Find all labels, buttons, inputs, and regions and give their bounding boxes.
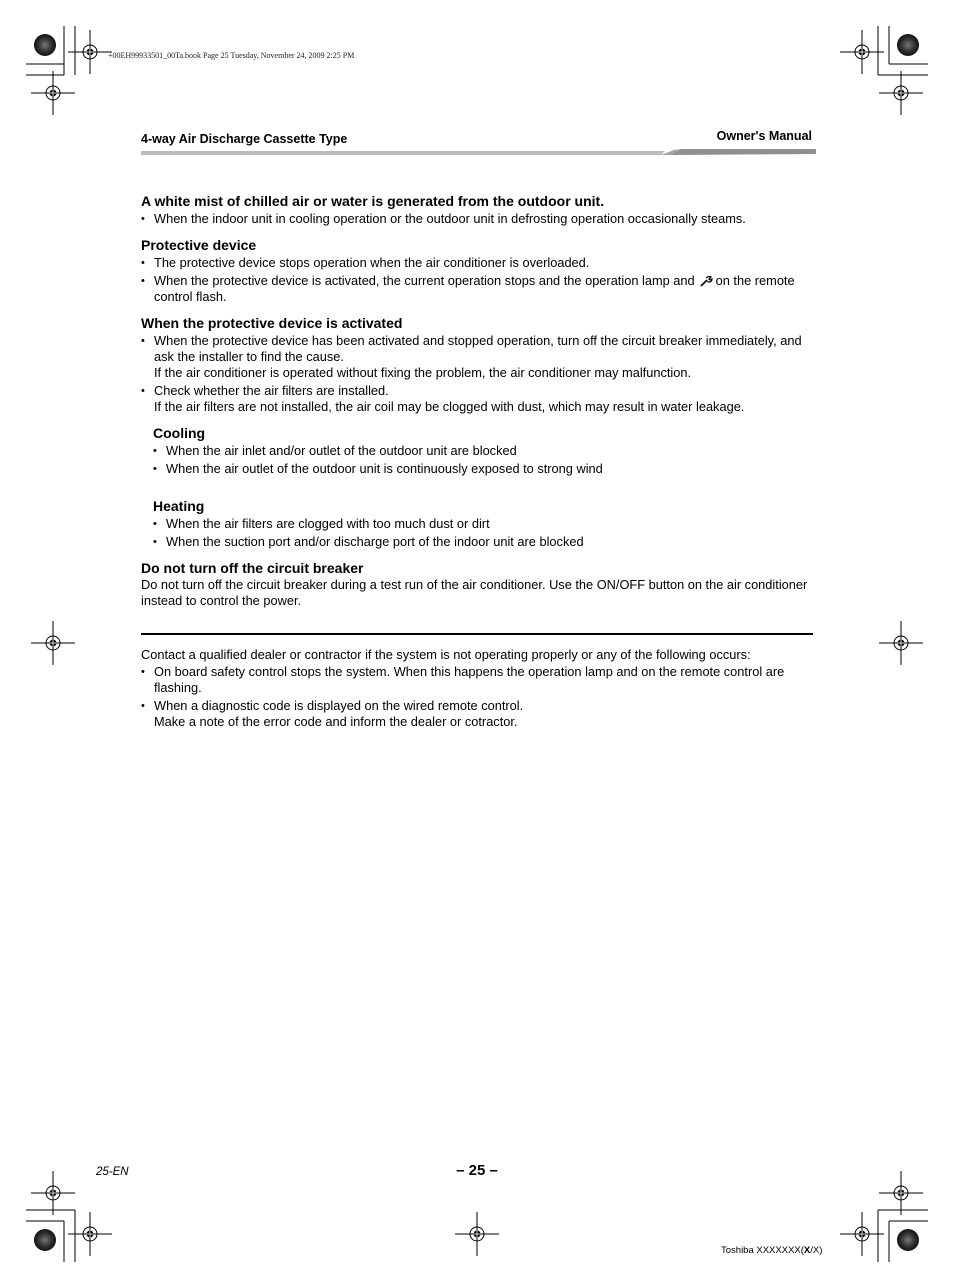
subsection-title-heating: Heating: [153, 498, 205, 514]
list-item: [141, 383, 813, 415]
list-item-text: • When the protective device has been activated and stopped operation, turn off the circuit breaker immediately, and ask the installer to find the cause.: [154, 333, 802, 364]
header-divider-bar: [141, 149, 816, 157]
model-bold: X: [803, 1245, 811, 1256]
model-prefix: Toshiba XXXXXXX(: [721, 1245, 804, 1256]
page-content: [141, 192, 813, 732]
print-info: +00EH99933501_00Ta.book Page 25 Tuesday, November 24, 2009 2:25 PM: [108, 51, 355, 60]
list-item-text: on the remote control flash.: [154, 273, 795, 304]
contact-list: [141, 664, 813, 730]
protective-list: [141, 255, 813, 305]
list-item: • When the air inlet and/or outlet of the outdoor unit are blocked: [153, 443, 813, 459]
mist-list: [141, 211, 813, 227]
list-item-text: Make a note of the error code and inform the dealer or cotractor.: [154, 714, 518, 729]
list-item: • The protective device stops operation when the air conditioner is overloaded.: [141, 255, 813, 271]
section-title-when-activated: When the protective device is activated: [141, 315, 403, 331]
cooling-list: [153, 443, 813, 477]
circuit-breaker-text: Do not turn off the circuit breaker during a test run of the air conditioner. Use the ON/OFF button on the air conditioner instead to control the power.: [141, 577, 808, 608]
list-item: [141, 698, 813, 730]
list-item-text: • Check whether the air filters are installed.: [154, 383, 389, 398]
section-title-circuit-breaker: Do not turn off the circuit breaker: [141, 560, 364, 576]
section-divider: [141, 633, 813, 635]
list-item: [141, 273, 813, 305]
list-item: • When the air filters are clogged with too much dust or dirt: [153, 516, 813, 532]
list-item-text: • When a diagnostic code is displayed on the wired remote control.: [154, 698, 524, 713]
wrench-icon: [699, 275, 713, 288]
list-item-text: If the air filters are not installed, the air coil may be clogged with dust, which may result in water leakage.: [154, 399, 745, 414]
model-suffix: /X): [810, 1245, 823, 1256]
section-title-mist: A white mist of chilled air or water is generated from the outdoor unit.: [141, 193, 605, 209]
list-item: • When the indoor unit in cooling operation or the outdoor unit in defrosting operation occasionally steams.: [141, 211, 813, 227]
heating-list: [153, 516, 813, 550]
footer-model-code: [721, 1245, 822, 1256]
activated-list: [141, 333, 813, 415]
list-item-text: When the protective device is activated, the current operation stops and the operation lamp and: [154, 273, 695, 288]
header-manual-title: Owner's Manual: [716, 129, 812, 143]
header-document-type: 4-way Air Discharge Cassette Type: [141, 132, 348, 146]
list-item: • On board safety control stops the system. When this happens the operation lamp and on the remote control are flashing.: [141, 664, 813, 696]
list-item: • When the air outlet of the outdoor unit is continuously exposed to strong wind: [153, 461, 813, 477]
contact-intro: Contact a qualified dealer or contractor if the system is not operating properly or any of the following occurs:: [141, 647, 751, 662]
list-item-text: If the air conditioner is operated without fixing the problem, the air conditioner may malfunction.: [154, 365, 692, 380]
footer-page-code: 25-EN: [96, 1166, 129, 1178]
footer-page-number: – 25 –: [456, 1162, 498, 1179]
list-item: [141, 333, 813, 381]
list-item: • When the suction port and/or discharge port of the indoor unit are blocked: [153, 534, 813, 550]
section-title-protective-device: Protective device: [141, 237, 257, 253]
subsection-title-cooling: Cooling: [153, 425, 206, 441]
